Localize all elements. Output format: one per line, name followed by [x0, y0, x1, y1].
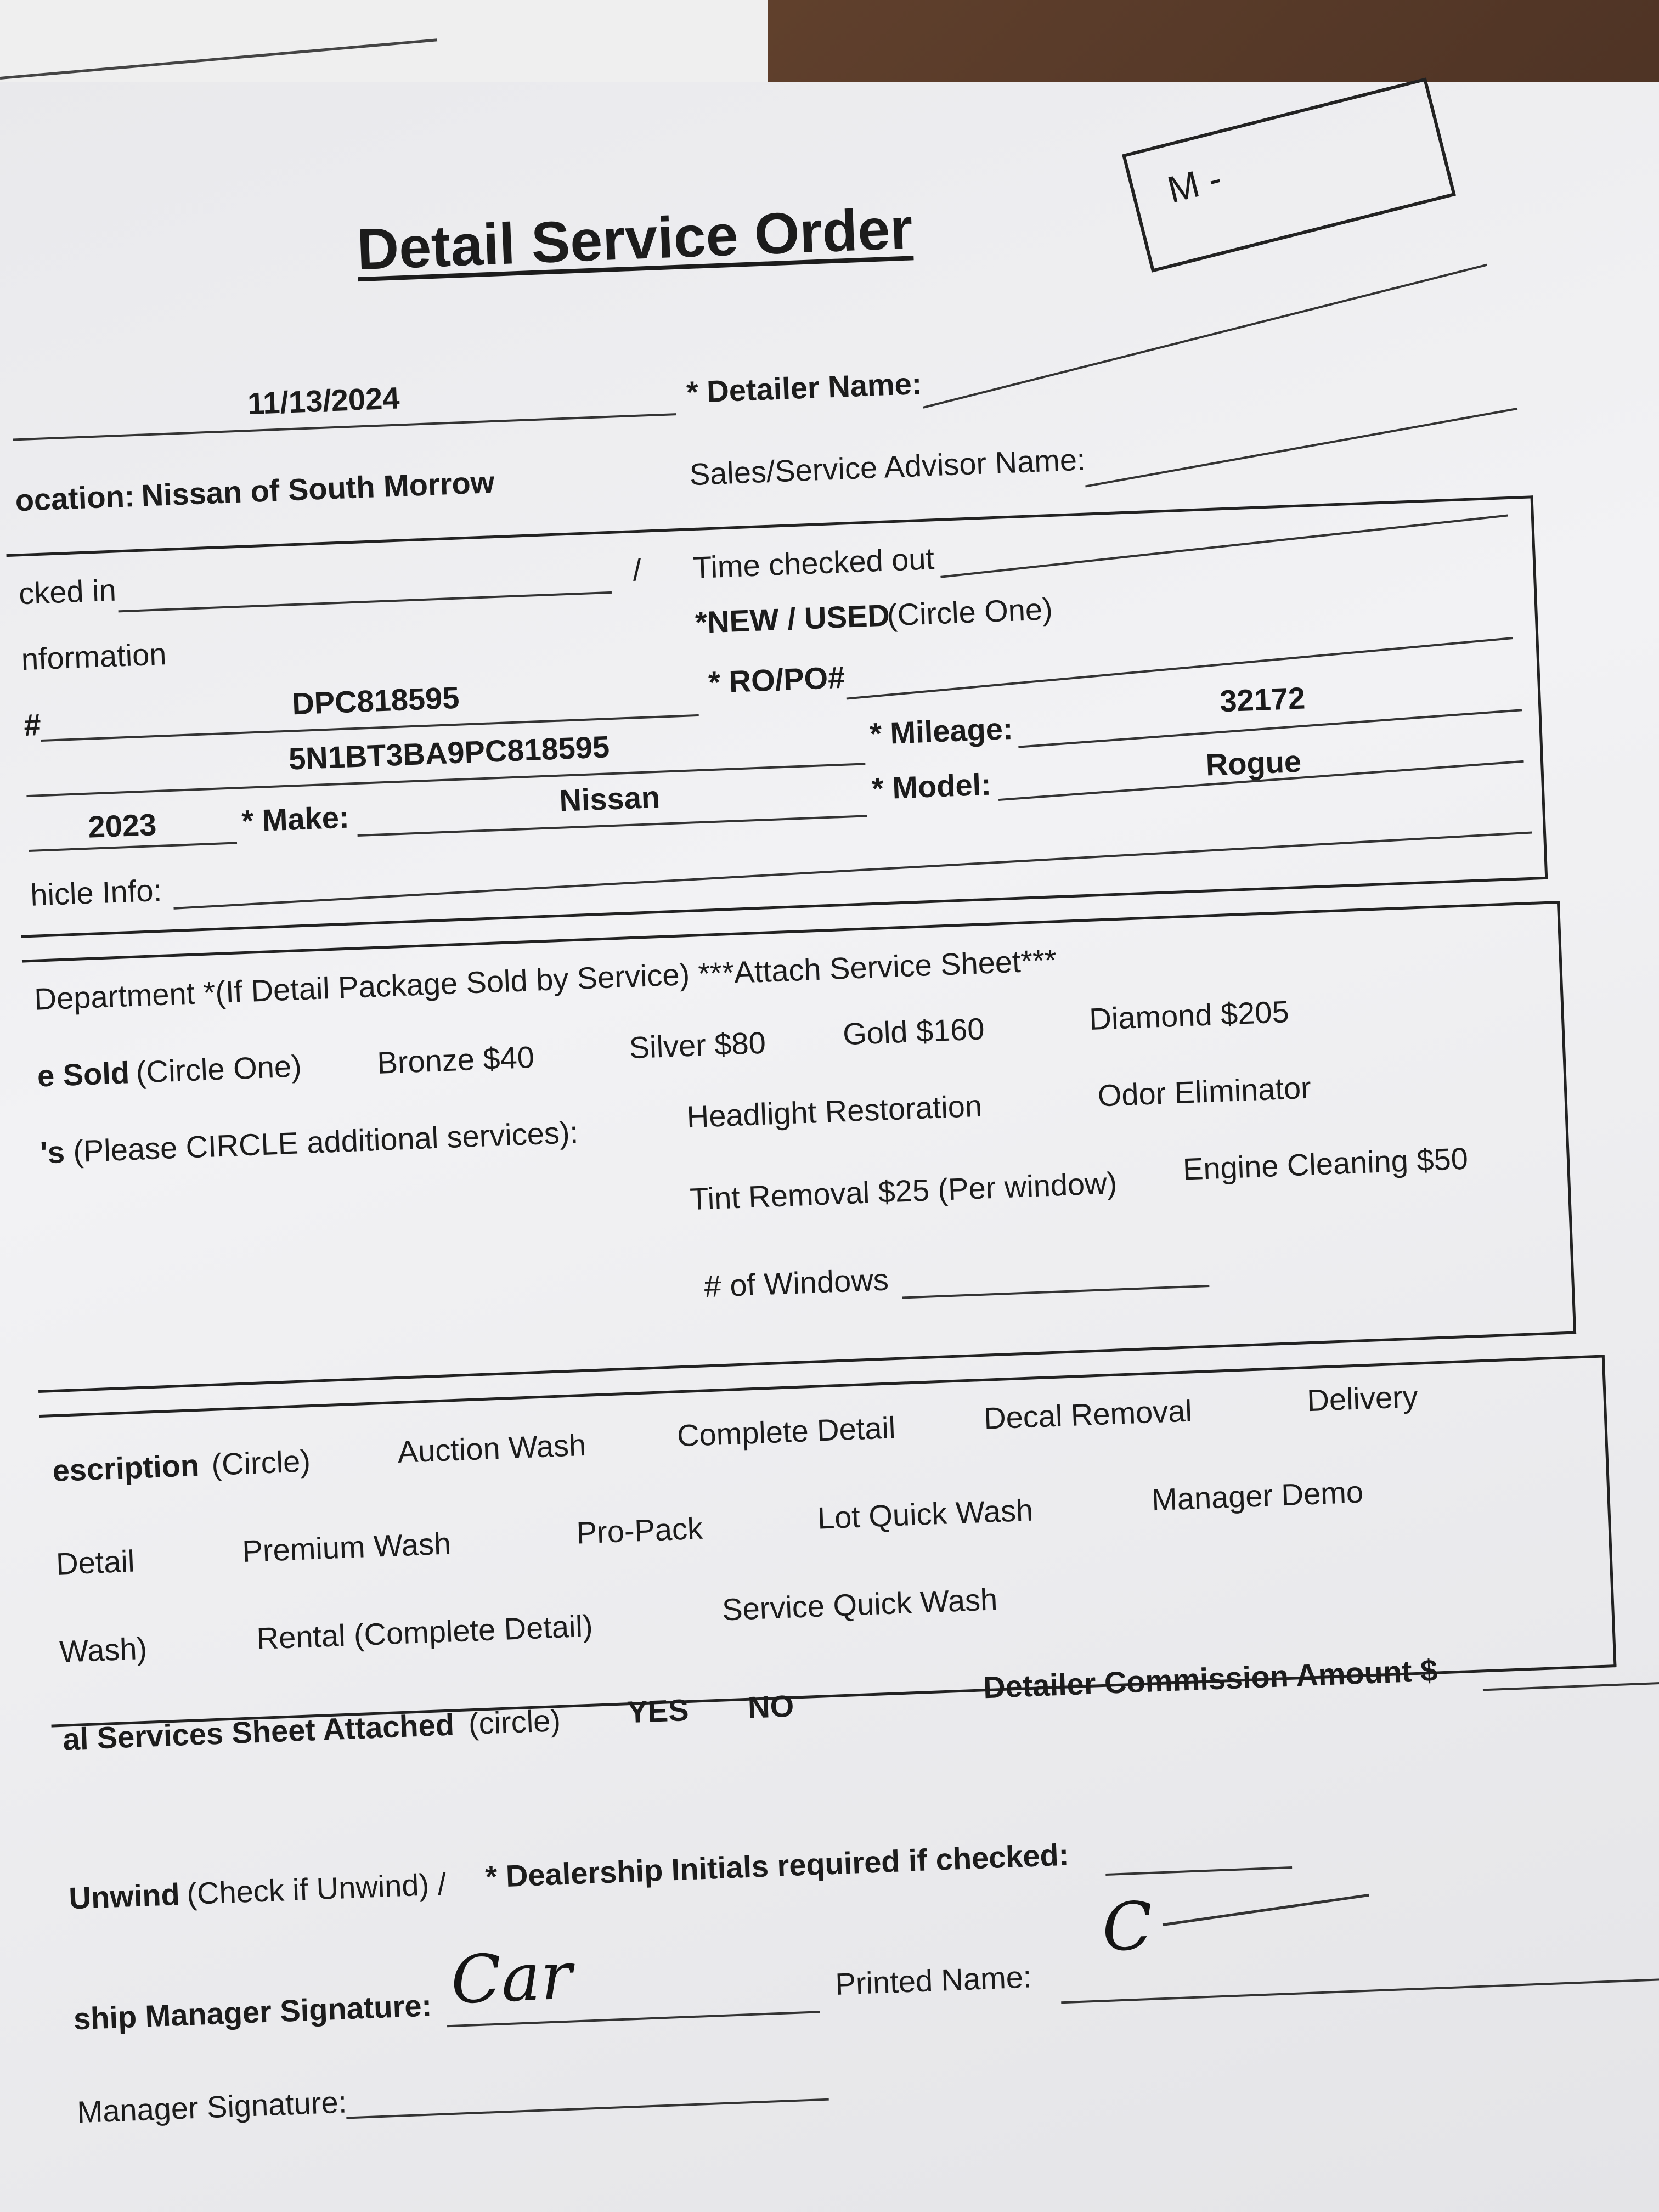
info-section-label: nformation — [20, 636, 167, 677]
option-decal-removal[interactable]: Decal Removal — [983, 1393, 1193, 1436]
printed-name-label: Printed Name: — [834, 1959, 1032, 2002]
new-used-label: *NEW / USED — [694, 597, 890, 640]
year-value: 2023 — [87, 807, 157, 844]
m-number-box[interactable] — [1122, 77, 1456, 273]
option-pro-pack[interactable]: Pro-Pack — [575, 1510, 704, 1550]
make-value: Nissan — [558, 779, 661, 818]
option-auction-wash[interactable]: Auction Wash — [397, 1427, 587, 1469]
option-wash-continued[interactable]: Wash) — [59, 1630, 148, 1669]
detailer-name-line[interactable] — [923, 264, 1487, 409]
dealership-manager-signature: Car — [449, 1938, 574, 2019]
option-service-quick-wash[interactable]: Service Quick Wash — [721, 1582, 998, 1627]
package-gold[interactable]: Gold $160 — [842, 1011, 985, 1052]
form-sheet — [0, 82, 1659, 2212]
model-label: * Model: — [871, 766, 992, 806]
unwind-label: Unwind — [68, 1876, 180, 1916]
other-vehicle-info-label: hicle Info: — [30, 872, 163, 912]
package-diamond[interactable]: Diamond $205 — [1088, 994, 1290, 1036]
package-bronze[interactable]: Bronze $40 — [376, 1039, 535, 1080]
printed-name-signature-stroke — [1163, 1894, 1369, 1926]
detailer-name-label: * Detailer Name: — [685, 365, 923, 410]
addons-circle-note: (Please CIRCLE additional services): — [72, 1114, 579, 1169]
new-used-circle-note: (Circle One) — [886, 591, 1053, 633]
addon-headlight-restoration[interactable]: Headlight Restoration — [686, 1088, 983, 1135]
make-label: * Make: — [241, 799, 350, 839]
services-sheet-circle-note: (circle) — [467, 1702, 562, 1741]
advisor-name-line[interactable] — [1085, 408, 1517, 488]
sheet-attached-no[interactable]: NO — [747, 1688, 795, 1725]
mileage-value: 32172 — [1219, 680, 1306, 719]
form-title: Detail Service Order — [356, 196, 914, 283]
manager-signature-line[interactable] — [346, 2098, 829, 2119]
dealership-initials-label: * Dealership Initials required if checked: — [484, 1837, 1070, 1894]
description-label: escription — [52, 1447, 200, 1488]
location-value: Nissan of South Morrow — [140, 464, 495, 513]
option-premium-wash[interactable]: Premium Wash — [241, 1526, 452, 1568]
option-detail[interactable]: Detail — [55, 1543, 136, 1582]
manager-signature-label: Manager Signature: — [76, 2084, 348, 2130]
addon-odor-eliminator[interactable]: Odor Eliminator — [1097, 1070, 1312, 1113]
stock-number-value: DPC818595 — [291, 680, 460, 721]
dealership-initials-line[interactable] — [1105, 1866, 1292, 1876]
option-manager-demo[interactable]: Manager Demo — [1150, 1474, 1364, 1517]
option-rental-complete-detail[interactable]: Rental (Complete Detail) — [256, 1608, 594, 1656]
option-delivery[interactable]: Delivery — [1306, 1379, 1419, 1418]
ro-po-label: * RO/PO# — [708, 659, 846, 700]
m-number-label: M - — [1163, 157, 1226, 211]
dealership-manager-signature-label: ship Manager Signature: — [72, 1988, 433, 2036]
addons-label: 's — [40, 1134, 66, 1170]
mileage-label: * Mileage: — [869, 710, 1014, 751]
printed-name-line[interactable] — [1061, 1977, 1659, 2004]
checked-in-label: cked in — [18, 572, 117, 611]
checked-out-label: Time checked out — [692, 541, 935, 585]
description-circle-note: (Circle) — [211, 1443, 311, 1482]
vin-value: 5N1BT3BA9PC818595 — [287, 729, 611, 776]
back-paper-line — [0, 38, 437, 80]
services-sheet-attached-label: al Services Sheet Attached — [62, 1707, 455, 1757]
addon-engine-cleaning[interactable]: Engine Cleaning $50 — [1182, 1141, 1469, 1187]
detail-service-order-form — [0, 42, 1659, 2132]
package-silver[interactable]: Silver $80 — [628, 1025, 766, 1065]
option-complete-detail[interactable]: Complete Detail — [676, 1410, 896, 1453]
addon-tint-removal[interactable]: Tint Removal $25 (Per window) — [689, 1165, 1118, 1217]
package-circle-note: (Circle One) — [135, 1048, 302, 1090]
package-sold-label: e Sold — [36, 1055, 131, 1093]
stock-number-label: # — [23, 707, 42, 743]
date-value: 11/13/2024 — [247, 380, 400, 421]
unwind-note: (Check if Unwind) / — [186, 1866, 447, 1911]
time-slash: / — [632, 552, 642, 588]
advisor-name-label: Sales/Service Advisor Name: — [689, 442, 1086, 492]
location-label: ocation: — [14, 478, 136, 518]
windows-count-label: # of Windows — [703, 1262, 889, 1304]
option-lot-quick-wash[interactable]: Lot Quick Wash — [816, 1492, 1034, 1536]
printed-name-signature: C — [1101, 1888, 1154, 1967]
sheet-attached-yes[interactable]: YES — [627, 1692, 690, 1730]
commission-amount-line[interactable] — [1483, 1680, 1659, 1691]
service-dept-heading: Department *(If Detail Package Sold by Service) ***Attach Service Sheet*** — [33, 943, 1057, 1017]
model-value: Rogue — [1205, 743, 1302, 782]
commission-amount-label: Detailer Commission Amount $ — [982, 1652, 1438, 1705]
